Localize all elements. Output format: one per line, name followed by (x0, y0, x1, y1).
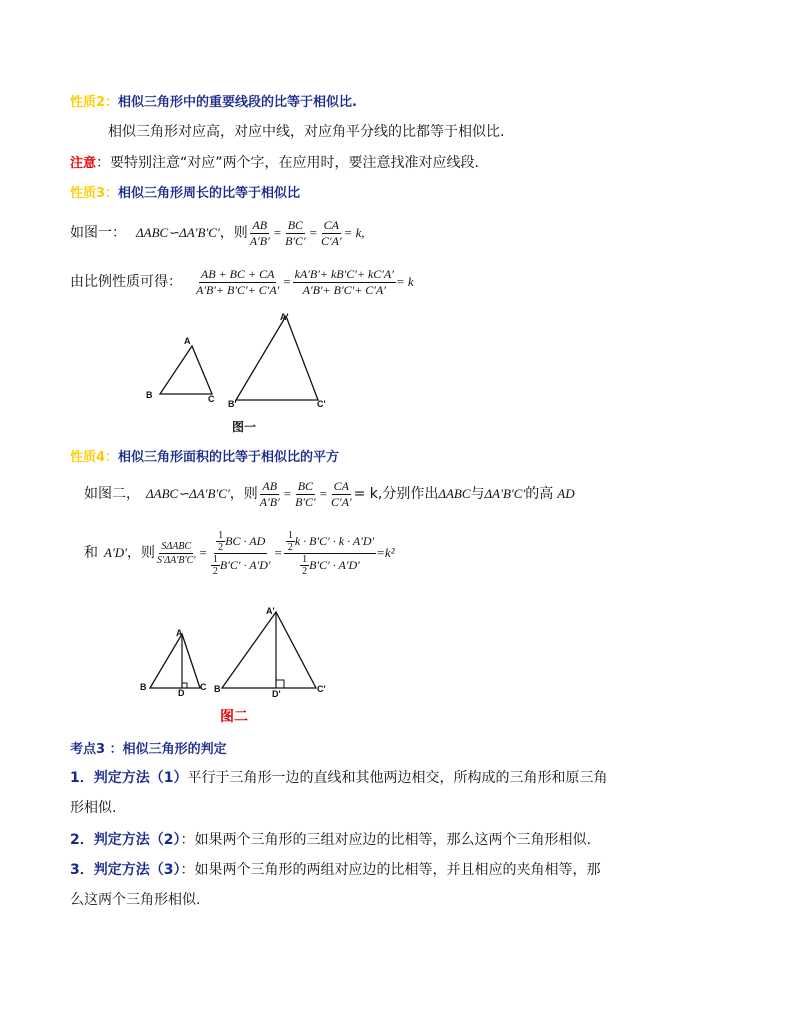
area-fraction-middle: $\frac{1}{2}$ BC · AD $\frac{1}{2}$ B′C′ · A′D′ (212, 529, 271, 577)
perimeter-fraction-right: $\frac{kA'B'+ kB'C'+ kC'A'}{A'B'+ B'C'+ C'A'}$ (294, 266, 394, 297)
area-ratio-fraction: $\frac{\text{SΔABC}}{S'\Delta A'B'C'}$ (157, 540, 196, 566)
label-a-prime-2: A' (266, 606, 275, 616)
fraction-ab: $\frac{AB}{A'B'}$ (249, 217, 270, 248)
triangle-a-prime-2 (222, 612, 316, 688)
figure-2-ratio-line: 如图二， ΔABC∽ΔA′B′C′ ，则 $\frac{AB}{A'B'}$ = $\frac{BC}{B'C'}$ = $\frac{CA}{C'A'}$ = k,分别作出 ΔABC 与 ΔA′B′C′ 的高 AD (84, 478, 575, 509)
method-1-continuation: 形相似. (70, 800, 117, 816)
label-a-prime: A' (280, 312, 289, 322)
ratio-k: = k, (343, 225, 365, 240)
method-3: 3．判定方法（3）：如果两个三角形的两组对应边的比相等，并且相应的夹角相等，那 (70, 862, 601, 878)
area-fraction-right: $\frac{1}{2}$ k · B′C′ · k · A′D′ $\frac{1}{2}$ B′C′ · A′D′ (284, 530, 376, 577)
note-line (70, 153, 479, 174)
construct-text: = k,分别作出 (353, 486, 439, 502)
method-2-name: 判定方法（2） (93, 832, 181, 848)
perimeter-k: = k (395, 274, 414, 289)
fraction-bc: $\frac{BC}{B'C'}$ (285, 217, 306, 248)
label-b: B (146, 390, 153, 400)
label-c-prime-2: C' (317, 684, 326, 694)
property-2-text: 相似三角形中的重要线段的比等于相似比. (118, 95, 357, 110)
figure-1-caption: 图一 (232, 420, 257, 434)
method-2-text: ：如果两个三角形的三组对应边的比相等，那么这两个三角形相似. (180, 832, 591, 848)
topic-3-heading: 考点3 ：相似三角形的判定 (70, 742, 227, 757)
similarity-statement: ΔABC∽ΔA′B′C′ (136, 225, 220, 240)
property-3-tag: 性质3： (70, 186, 119, 201)
method-1: 1．判定方法（1）平行于三角形一边的直线和其他两边相交，所构成的三角形和原三角 (70, 770, 608, 786)
label-d-prime-2: D' (272, 689, 281, 699)
triangle-abc-2 (150, 634, 200, 688)
label-c-2: C (200, 682, 207, 692)
similarity-statement-2: ΔABC∽ΔA′B′C′ (146, 486, 230, 501)
method-2: 2．判定方法（2）：如果两个三角形的三组对应边的比相等，那么这两个三角形相似. (70, 832, 591, 848)
property-3-text: 相似三角形周长的比等于相似比 (118, 186, 301, 201)
property-2-tag: 性质2： (70, 95, 119, 110)
and-text: 与 (470, 486, 485, 502)
triangle-abc (160, 346, 212, 394)
property-2-description: 相似三角形对应高，对应中线，对应角平分线的比都等于相似比. (108, 124, 505, 140)
property-3-heading (70, 183, 300, 204)
label-b-prime: B' (228, 399, 237, 409)
fraction-ca: $\frac{CA}{C'A'}$ (321, 217, 342, 248)
figure-2-diagram (136, 600, 336, 700)
property-2-heading (70, 92, 357, 113)
note-tag: 注意 (70, 156, 97, 171)
label-b-prime-2: B (214, 684, 221, 694)
figure-1-diagram (140, 308, 340, 413)
perimeter-fraction-left: $\frac{AB + BC + CA}{A'B'+ B'C'+ C'A'}$ (196, 266, 280, 297)
then-text-3: ，则 (127, 545, 156, 561)
area-ratio-line: 和 A′D′ ，则 $\frac{\text{SΔABC}}{S'\Delta A'B'C'}$ = $\frac{1}{2}$ BC · AD $\frac{1}{2}$ B′C′ · A′D′ = $\frac{1}{2}$ k · B′C′ · k · A′D′ $\frac{1}{2}$ B′C′ · A′D′ =k² (84, 529, 395, 577)
property-4-text: 相似三角形面积的比等于相似比的平方 (118, 450, 340, 465)
height-text: 的高 (525, 486, 554, 502)
method-3-continuation: 么这两个三角形相似. (70, 892, 201, 908)
figure-2-caption: 图二 (220, 709, 248, 725)
method-3-text: ：如果两个三角形的两组对应边的比相等，并且相应的夹角相等，那 (180, 862, 601, 878)
method-1-name: 判定方法（1） (93, 770, 188, 786)
method-3-name: 判定方法（3） (93, 862, 181, 878)
segment-ad: AD (557, 486, 575, 501)
figure-1-ratio-line: 如图一： ΔABC∽ΔA′B′C′ ，则 $\frac{AB}{A'B'}$ = $\frac{BC}{B'C'}$ = $\frac{CA}{C'A'}$ = k, (70, 217, 365, 248)
label-c-prime: C' (317, 399, 326, 409)
then-text-2: ，则 (229, 486, 258, 502)
triangle-abc-ref: ΔABC (438, 486, 471, 501)
figure-1-prefix: 如图一： (70, 225, 126, 241)
figure-2-prefix: 如图二， (84, 486, 140, 502)
fraction-ca-2: $\frac{CA}{C'A'}$ (331, 478, 352, 509)
label-a: A (184, 336, 191, 346)
ratio-prefix: 由比例性质可得： (70, 274, 182, 290)
property-4-heading (70, 447, 339, 468)
and-prefix: 和 (84, 545, 98, 561)
fraction-ab-2: $\frac{AB}{A'B'}$ (259, 478, 280, 509)
then-text: ，则 (219, 225, 248, 241)
fraction-bc-2: $\frac{BC}{B'C'}$ (295, 478, 316, 509)
label-a-2: A (176, 628, 183, 638)
method-1-text: 平行于三角形一边的直线和其他两边相交，所构成的三角形和原三角 (187, 770, 608, 786)
right-angle-mark-2 (276, 680, 284, 688)
label-d-2: D (178, 688, 185, 698)
label-b-2: B (140, 682, 147, 692)
segment-a-prime-d-prime: A′D′ (104, 545, 128, 560)
triangle-a-prime-ref: ΔA′B′C′ (484, 486, 526, 501)
triangle-a-prime (236, 316, 318, 400)
perimeter-ratio-line: 由比例性质可得： $\frac{AB + BC + CA}{A'B'+ B'C'+ C'A'}$ = $\frac{kA'B'+ kB'C'+ kC'A'}{A'B'+ B'C'+ C'A'}$ = k (70, 266, 414, 297)
property-4-tag: 性质4： (70, 450, 119, 465)
note-text: ：要特别注意“对应”两个字，在应用时，要注意找准对应线段. (96, 155, 479, 171)
label-c: C (208, 394, 215, 404)
area-k-squared: =k² (376, 545, 395, 560)
